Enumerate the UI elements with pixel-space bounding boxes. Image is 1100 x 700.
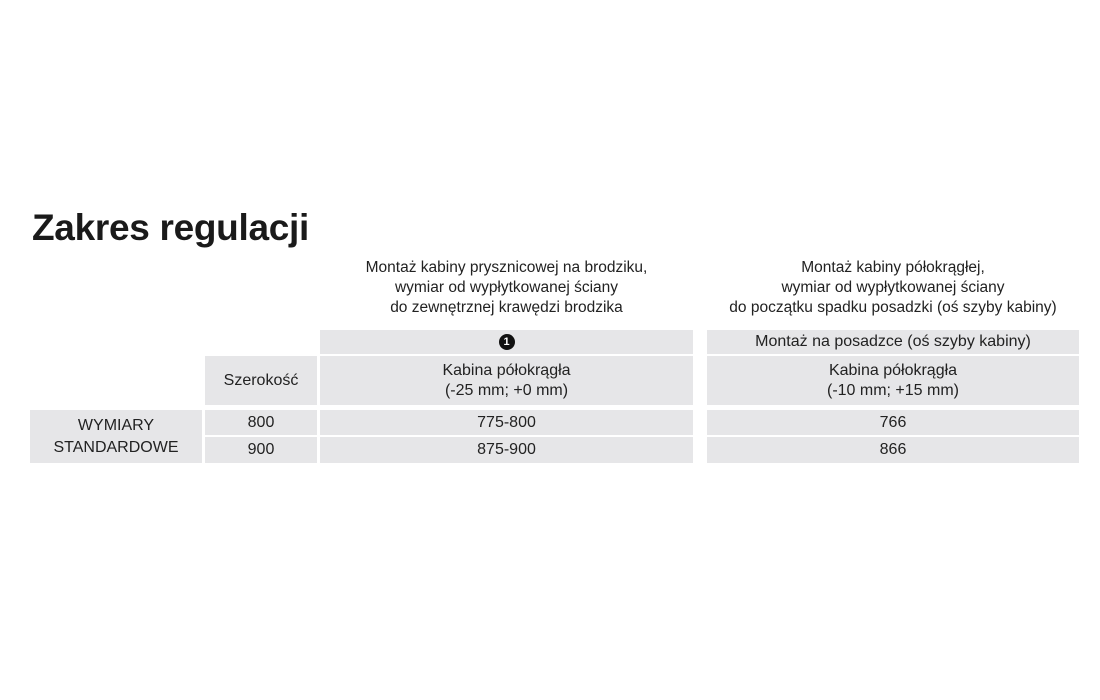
right-range-value: 766 <box>879 413 907 431</box>
row-group-label-cell <box>30 410 202 463</box>
left-description-line: Montaż kabiny prysznicowej na brodziku, <box>365 259 648 276</box>
right-cabin-header-cell <box>707 356 1079 405</box>
row-group-line: STANDARDOWE <box>53 438 179 456</box>
right-description-line: wymiar od wypłytkowanej ściany <box>781 279 1005 296</box>
right-tolerance: (-10 mm; +15 mm) <box>826 381 959 399</box>
table-row-left-cell <box>320 437 693 463</box>
left-cabin-header-cell <box>320 356 693 405</box>
width-value: 800 <box>247 413 275 431</box>
width-header: Szerokość <box>223 371 299 389</box>
left-description-line: wymiar od wypłytkowanej ściany <box>394 279 619 296</box>
page-title: Zakres regulacji <box>32 207 309 248</box>
width-value: 900 <box>247 441 275 458</box>
table-row-right-cell <box>707 410 1079 435</box>
mount-label: Montaż na posadzce (oś szyby kabiny) <box>755 333 1031 350</box>
width-header-cell <box>205 356 317 405</box>
right-range-value: 866 <box>879 441 907 458</box>
table-row-left-cell <box>320 410 693 435</box>
right-cabin-type: Kabina półokrągła <box>828 361 958 379</box>
left-column-description <box>320 258 693 318</box>
left-range-value: 875-900 <box>477 441 536 458</box>
row-group-line: WYMIARY <box>77 416 155 434</box>
right-column-description <box>707 258 1079 318</box>
number-marker-icon: 1 <box>499 334 515 350</box>
left-cabin-type: Kabina półokrągła <box>442 361 571 379</box>
table-row-width-cell <box>205 410 317 435</box>
table-row-width-cell <box>205 437 317 463</box>
left-tolerance: (-25 mm; +0 mm) <box>444 381 569 399</box>
left-marker-cell <box>320 330 693 354</box>
right-description-line: do początku spadku posadzki (oś szyby kabiny) <box>729 299 1057 316</box>
table-row-right-cell <box>707 437 1079 463</box>
left-description-line: do zewnętrznej krawędzi brodzika <box>390 299 623 316</box>
right-mount-label-cell <box>707 330 1079 354</box>
left-range-value: 775-800 <box>477 413 536 431</box>
right-description-line: Montaż kabiny półokrągłej, <box>801 259 985 276</box>
